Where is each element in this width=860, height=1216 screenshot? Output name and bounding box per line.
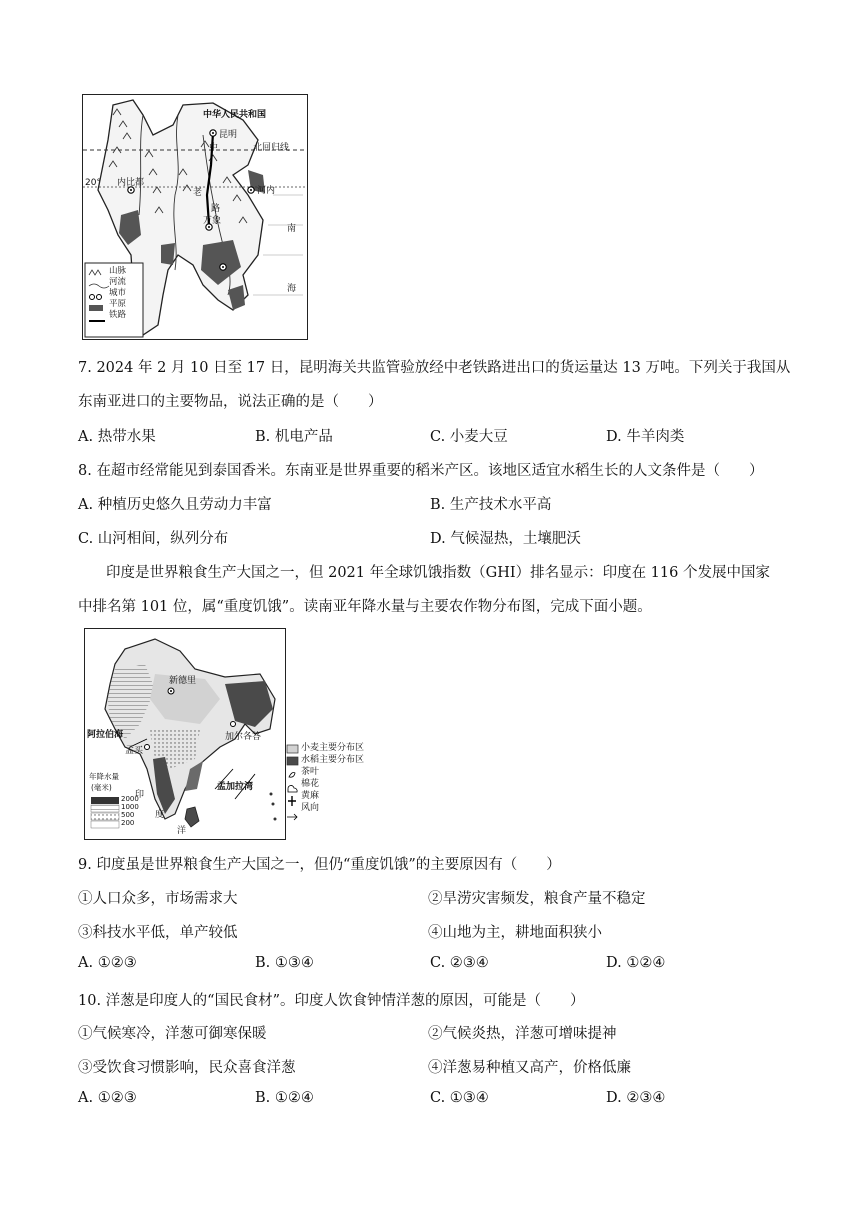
map1-legend-mountain: 山脉 (109, 266, 127, 276)
map1-label-lao: 老 (193, 188, 203, 198)
q10-option-a: A. ①②③ (78, 1090, 137, 1106)
map2-label-yang: 洋 (177, 826, 187, 836)
map1-label-zhong: 中 (209, 143, 219, 153)
q8-option-b: B. 生产技术水平高 (430, 497, 552, 513)
q9-option-b: B. ①③④ (255, 955, 314, 971)
q9-item-2: ②旱涝灾害频发，粮食产量不稳定 (428, 891, 646, 907)
rain-level-2000: 2000 (121, 795, 139, 803)
map2-rain-title: 年降水量 (89, 772, 119, 781)
q7-option-a: A. 热带水果 (78, 429, 156, 445)
q9-item-4: ④山地为主，耕地面积狭小 (428, 925, 602, 941)
map2-label-kolkata: 加尔各答 (225, 732, 262, 742)
q10-option-d: D. ②③④ (606, 1090, 666, 1106)
map1-legend-city: 城市 (109, 288, 127, 298)
q8-option-c: C. 山河相间，纵列分布 (78, 531, 229, 547)
map2-rain-unit: (毫米) (91, 783, 112, 792)
q7-stem-line2: 东南亚进口的主要物品，说法正确的是（ ） (78, 394, 383, 410)
q10-option-c: C. ①③④ (430, 1090, 489, 1106)
map1-label-country: 中华人民共和国 (203, 110, 267, 120)
legend-cotton: 棉花 (301, 779, 320, 789)
rain-level-500: 500 (121, 811, 135, 819)
map2-label-delhi: 新德里 (169, 676, 197, 686)
legend-wind: 风向 (301, 803, 320, 813)
map1-label-kunming: 昆明 (219, 130, 238, 140)
q9-option-c: C. ②③④ (430, 955, 489, 971)
q9-option-d: D. ①②④ (606, 955, 666, 971)
q7-option-d: D. 牛羊肉类 (606, 429, 685, 445)
legend-wheat: 小麦主要分布区 (301, 743, 365, 753)
map1-legend-railway: 铁路 (109, 310, 127, 320)
rain-level-200: 200 (121, 819, 135, 827)
map1-label-hanoi: 河内 (257, 186, 276, 196)
map2-label-mumbai: 孟买 (125, 746, 144, 756)
map2-label-bengal: 孟加拉湾 (217, 782, 254, 792)
rain-level-1000: 1000 (121, 803, 139, 811)
map1-label-naypyidaw: 内比都 (117, 178, 145, 188)
map1-label-sea2: 海 (287, 284, 297, 294)
q7-option-c: C. 小麦大豆 (430, 429, 508, 445)
legend-rice: 水稻主要分布区 (301, 755, 365, 765)
q10-item-1: ①气候寒冷，洋葱可御寒保暖 (78, 1026, 267, 1042)
map2-rain-levels (121, 795, 139, 827)
map1-label-vientiane: 万象 (203, 216, 222, 226)
intro-line1: 印度是世界粮食生产大国之一，但 2021 年全球饥饿指数（GHI）排名显示：印度在 116 个发展中国家 (106, 565, 770, 581)
q9-item-1: ①人口众多，市场需求大 (78, 891, 238, 907)
q10-item-3: ③受饮食习惯影响，民众喜食洋葱 (78, 1060, 296, 1076)
map1-label-lu: 路 (211, 204, 221, 214)
q10-option-b: B. ①②④ (255, 1090, 314, 1106)
q7-stem-line1: 7. 2024 年 2 月 10 日至 17 日，昆明海关共监管验放经中老铁路进出口的货运量达 13 万吨。下列关于我国从 (78, 360, 791, 376)
intro-line2: 中排名第 101 位，属“重度饥饿”。读南亚年降水量与主要农作物分布图，完成下面小题。 (78, 599, 652, 615)
q10-stem: 10. 洋葱是印度人的“国民食材”。印度人饮食钟情洋葱的原因，可能是（ ） (78, 993, 585, 1009)
map2-label-arabian: 阿拉伯海 (87, 730, 124, 740)
map1-label-tropic: 北回归线 (253, 143, 290, 153)
q8-option-a: A. 种植历史悠久且劳动力丰富 (78, 497, 272, 513)
map1-legend (109, 266, 126, 321)
southeast-asia-map (82, 94, 308, 340)
legend-jute: 黄麻 (301, 791, 320, 801)
q8-option-d: D. 气候湿热，土壤肥沃 (430, 531, 581, 547)
map2-label-du: 度 (155, 810, 165, 820)
map1-legend-plain: 平原 (109, 299, 127, 309)
q9-stem: 9. 印度虽是世界粮食生产大国之一，但仍“重度饥饿”的主要原因有（ ） (78, 857, 561, 873)
south-asia-map (84, 628, 286, 840)
map1-legend-river: 河流 (109, 277, 127, 287)
q8-stem: 8. 在超市经常能见到泰国香米。东南亚是世界重要的稻米产区。该地区适宜水稻生长的人文条件是（ ） (78, 463, 764, 479)
map2-legend-labels (301, 742, 364, 814)
q9-item-3: ③科技水平低，单产较低 (78, 925, 238, 941)
map1-label-lat20: 20° (85, 178, 101, 188)
q10-item-2: ②气候炎热，洋葱可增味提神 (428, 1026, 617, 1042)
map2-label-yin: 印 (135, 790, 145, 800)
q10-item-4: ④洋葱易种植又高产，价格低廉 (428, 1060, 631, 1076)
q7-option-b: B. 机电产品 (255, 429, 333, 445)
map1-label-sea1: 南 (287, 224, 297, 234)
map2-legend-symbols (286, 744, 300, 828)
q9-option-a: A. ①②③ (78, 955, 137, 971)
legend-tea: 茶叶 (301, 767, 320, 777)
